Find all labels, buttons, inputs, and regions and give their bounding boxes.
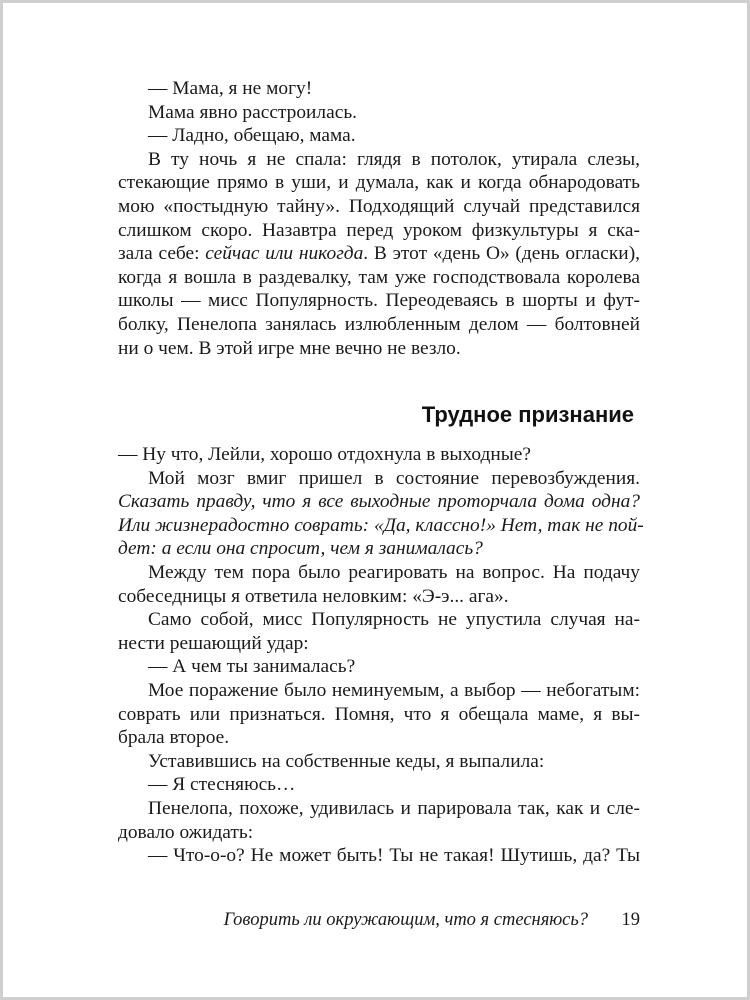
text-line: [118, 289, 640, 313]
text-run: Само собой, мисс Популярность не упустила случая на-: [148, 609, 640, 631]
italic-text-run: Или жизнерадостно соврать: «Да, классно!» Нет, так не пой-: [118, 514, 644, 536]
text-line: [118, 703, 640, 727]
italic-text-run: Сказать правду, что я все выходные проторчала дома одна?: [118, 491, 640, 513]
text-line: [118, 443, 640, 467]
page-number: 19: [621, 910, 640, 930]
text-run: мою «постыдную тайну». Подходящий случай представился: [118, 195, 640, 217]
text-line: [118, 101, 640, 125]
text-run: болку, Пенелопа занялась излюбленным делом — болтовней: [118, 313, 640, 335]
page-footer: [118, 908, 640, 932]
text-line: [118, 313, 640, 337]
text-line: [118, 514, 644, 538]
text-run: когда я вошла в раздевалку, там уже господствовала королева: [118, 266, 640, 288]
text-run: Пенелопа, похоже, удивилась и парировала так, как и сле-: [148, 797, 640, 819]
text-run: . В этот «день О» (день огласки),: [363, 243, 640, 265]
text-line: [118, 242, 640, 266]
text-line: [118, 337, 640, 361]
text-run: соврать или признаться. Помня, что я обещала маме, я вы-: [118, 703, 640, 725]
text-line: [118, 750, 640, 774]
text-line: [118, 171, 640, 195]
text-line: [118, 585, 640, 609]
section-heading: Трудное признание: [421, 402, 634, 427]
text-line: [118, 608, 640, 632]
text-line: [118, 148, 640, 172]
text-run: стекающие прямо в уши, и думала, как и когда обнародовать: [118, 172, 640, 194]
text-line: [118, 561, 640, 585]
text-line: [118, 797, 640, 821]
text-run: Мое поражение было неминуемым, а выбор — небогатым:: [148, 679, 640, 701]
text-run: Мой мозг вмиг пришел в состояние перевозбуждения.: [148, 467, 640, 489]
text-line: [118, 490, 640, 514]
text-line: [118, 467, 640, 491]
text-run: Уставившись на собственные кеды, я выпалила:: [148, 750, 545, 772]
text-line: [118, 844, 640, 868]
text-run: — А чем ты занималась?: [148, 656, 356, 678]
text-run: — Ладно, обещаю, мама.: [148, 125, 356, 147]
text-line: [118, 632, 640, 656]
text-run: зала себе:: [118, 243, 206, 265]
text-line: [118, 77, 640, 101]
text-line: [118, 679, 640, 703]
text-line: [118, 537, 640, 561]
text-run: Мама явно расстроилась.: [148, 101, 358, 123]
text-line: [118, 726, 640, 750]
text-line: [118, 219, 640, 243]
text-run: школы — мисс Популярность. Переодеваясь в шорты и фут-: [118, 290, 640, 312]
italic-text-run: дет: а если она спросит, чем я занималась?: [118, 538, 483, 560]
text-run: — Я стесняюсь…: [148, 774, 296, 796]
text-run: довало ожидать:: [118, 821, 254, 843]
running-title: Говорить ли окружающим, что я стесняюсь?: [223, 910, 588, 930]
text-run: В ту ночь я не спала: глядя в потолок, утирала слезы,: [148, 148, 640, 170]
text-line: [118, 655, 640, 679]
text-line: [118, 773, 640, 797]
text-block-intro: [118, 77, 640, 360]
text-run: ни о чем. В этой игре мне вечно не везло.: [118, 337, 461, 359]
text-line: [118, 821, 640, 845]
text-run: слишком скоро. Назавтра перед уроком физкультуры я ска-: [118, 219, 640, 241]
text-block-section: [118, 443, 644, 868]
text-run: — Ну что, Лейли, хорошо отдохнула в выходные?: [118, 444, 531, 465]
text-run: собеседницы я ответила неловким: «Э-э... ага».: [118, 585, 509, 607]
text-run: Между тем пора было реагировать на вопрос. На подачу: [148, 561, 640, 583]
text-line: [118, 124, 640, 148]
text-run: — Что-о-о? Не может быть! Ты не такая! Шутишь, да? Ты: [148, 845, 640, 867]
italic-text-run: сейчас или никогда: [205, 243, 364, 265]
text-line: [118, 266, 640, 290]
text-line: [118, 195, 640, 219]
text-run: — Мама, я не могу!: [148, 78, 313, 99]
text-run: нести решающий удар:: [118, 632, 309, 654]
text-run: брала второе.: [118, 727, 230, 749]
